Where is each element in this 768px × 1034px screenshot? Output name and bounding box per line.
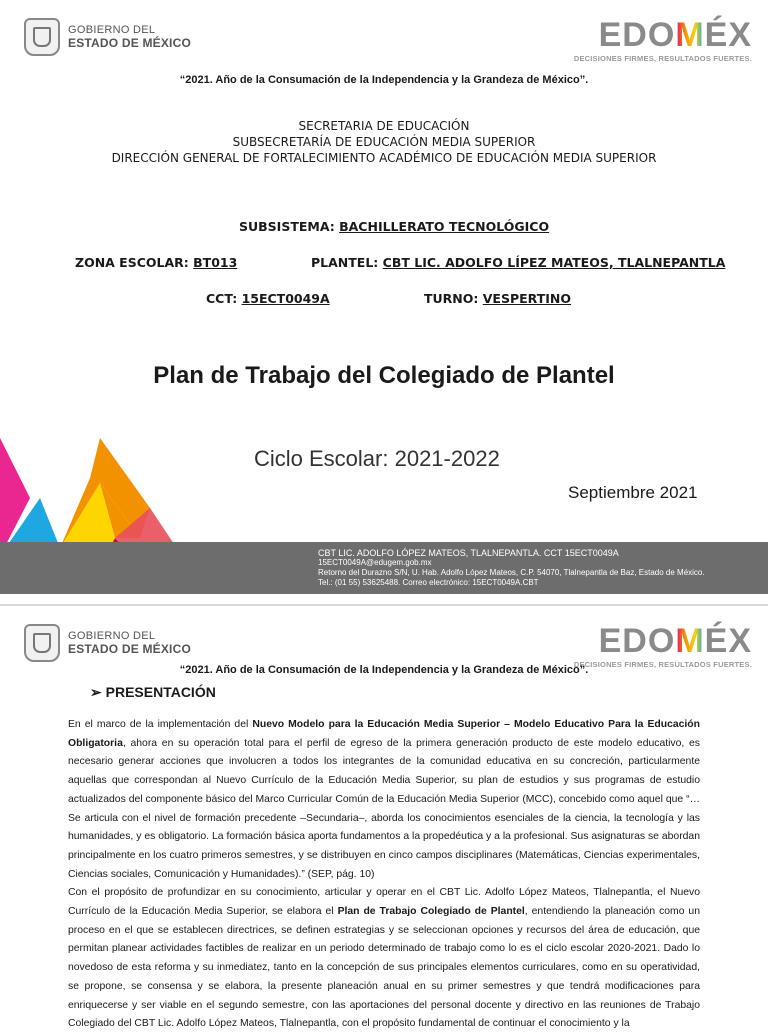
school-cycle: Ciclo Escolar: 2021-2022 <box>254 446 500 471</box>
footer-phone: Tel.: (01 55) 53625488. Correo electrónico: 15ECT0049A.CBT <box>318 578 539 587</box>
year-motto: “2021. Año de la Consumación de la Independencia y la Grandeza de México”. <box>179 74 589 86</box>
zona-row <box>75 255 237 270</box>
cct-row <box>206 291 330 306</box>
gov-line1: GOBIERNO DEL <box>68 630 156 642</box>
bold-model-name: Nuevo Modelo para la Educación Media Superior – Modelo Educativo Para la Educación Obligatoria <box>68 719 700 749</box>
content-page <box>0 606 768 1030</box>
gobierno-logo <box>24 624 191 662</box>
bold-plan-name: Plan de Trabajo Colegiado de Plantel <box>337 906 525 918</box>
institution-line2: SUBSECRETARÍA DE EDUCACIÓN MEDIA SUPERIOR <box>232 135 536 149</box>
footer-address: Retorno del Durazno S/N, U. Hab. Adolfo López Mateos, C.P. 54070, Tlalnepantla de Baz, Estado de México. <box>318 568 705 577</box>
cct-value: 15ECT0049A <box>241 291 330 306</box>
arrow-bullet-icon: ➢ <box>90 684 102 700</box>
brand-m: M <box>675 16 705 54</box>
footer-line1: CBT LIC. ADOLFO LÓPEZ MATEOS, TLALNEPANTLA. CCT 15ECT0049A <box>318 548 619 558</box>
state-seal-icon <box>24 624 60 662</box>
institution-line3: DIRECCIÓN GENERAL DE FORTALECIMIENTO ACADÉMICO DE EDUCACIÓN MEDIA SUPERIOR <box>111 151 657 165</box>
paragraph-2: Con el propósito de profundizar en su conocimiento, articular y operar en el CBT Lic. Adolfo López Mateos, Tlalnepantla, el Nuevo Currículo de la Educación Media Superior, se elabora el Plan de Trabajo Colegiado de Plantel, entendiendo la planeación como un proceso en el que se establecen directrices, se definen estrategias y se seleccionan opciones y recursos del área de educación, que permitan planear actividades factibles de realizar en un periodo determinado de trabajo como lo es el ciclo escolar 2020-2021. Dado lo novedoso de esta reforma y su inmediatez, tanto en la concepción de sus principales elementos curriculares, como en su operatividad, se propone, se consensa y se elabora, la presente planeación anual en su primer semestres y que tendrá modificaciones para enriquecerse y ser viable en el segundo semestre, con las aportaciones del personal docente y directivo en las reuniones de Trabajo Colegiado del CBT Lic. Adolfo López Mateos, Tlalnepantla, con el propósito fundamental de continuar el conocimiento y la <box>68 887 700 1030</box>
year-motto: “2021. Año de la Consumación de la Independencia y la Grandeza de México”. <box>179 664 589 676</box>
gov-line2: ESTADO DE MÉXICO <box>68 642 191 656</box>
footer-contact <box>318 548 705 588</box>
document-date: Septiembre 2021 <box>568 483 698 502</box>
edomex-logo <box>574 18 752 63</box>
brand-text-end: ÉX <box>704 16 752 54</box>
zona-label: ZONA ESCOLAR: <box>75 255 189 270</box>
edomex-logo <box>574 624 752 669</box>
brand-text: EDO <box>598 622 676 660</box>
paragraph-1: En el marco de la implementación del Nuevo Modelo para la Educación Media Superior – Modelo Educativo Para la Educación Obligatoria, ahora en su operación total para el perfil de egreso de la primera generación producto de este modelo educativo, es necesario generar acciones que involucren a todos los integrantes de la comunidad educativa en su concreción, particularmente aquellas que correspondan al Nuevo Currículo de la Educación Media Superior, su plan de estudios y sus programas de estudio actualizados del componente básico del Marco Curricular Común de la Educación Media Superior (MCC), concebido como aquel que “…Se articula con el nivel de formación precedente –Secundaria–, aborda los conocimientos esenciales de la ciencia, la tecnología y las humanidades, y es obligatorio. La formación básica aporta fundamentos a la propedéutica y a la profesional. Sus asignaturas se abordan principalmente en los cuatro primeros semestres, y se distribuyen en cinco campos disciplinares (Matemáticas, Ciencias experimentales, Ciencias sociales, Comunicación y Humanidades).” (SEP, pág. 10) <box>68 719 700 880</box>
brand-tagline: DECISIONES FIRMES, RESULTADOS FUERTES. <box>573 660 752 669</box>
state-seal-icon <box>24 18 60 56</box>
brand-text: EDO <box>598 16 676 54</box>
page-header <box>0 0 768 70</box>
plantel-row <box>311 255 725 270</box>
turno-row <box>424 291 571 306</box>
subsistema-row <box>239 219 549 234</box>
section-title: PRESENTACIÓN <box>105 684 216 700</box>
presentation-body <box>68 716 700 1034</box>
document-title: Plan de Trabajo del Colegiado de Plantel <box>153 362 615 389</box>
brand-m: M <box>675 622 705 660</box>
section-heading <box>90 684 216 701</box>
cct-label: CCT: <box>206 291 238 306</box>
turno-label: TURNO: <box>424 291 479 306</box>
turno-value: VESPERTINO <box>482 291 571 306</box>
gobierno-logo <box>24 18 191 56</box>
plantel-value: CBT LIC. ADOLFO LÍPEZ MATEOS, TLALNEPANTLA <box>382 255 726 270</box>
institution-line1: SECRETARIA DE EDUCACIÓN <box>298 119 470 133</box>
brand-text-end: ÉX <box>704 622 752 660</box>
plantel-label: PLANTEL: <box>311 255 379 270</box>
gov-line1: GOBIERNO DEL <box>68 24 156 36</box>
gov-line2: ESTADO DE MÉXICO <box>68 36 191 50</box>
zona-value: BT013 <box>193 255 238 270</box>
brand-tagline: DECISIONES FIRMES, RESULTADOS FUERTES. <box>573 54 752 63</box>
subsistema-value: BACHILLERATO TECNOLÓGICO <box>339 219 550 234</box>
subsistema-label: SUBSISTEMA: <box>239 219 335 234</box>
institution-block <box>0 118 768 166</box>
footer-email: 15ECT0049A@edugem.gob.mx <box>318 558 432 567</box>
